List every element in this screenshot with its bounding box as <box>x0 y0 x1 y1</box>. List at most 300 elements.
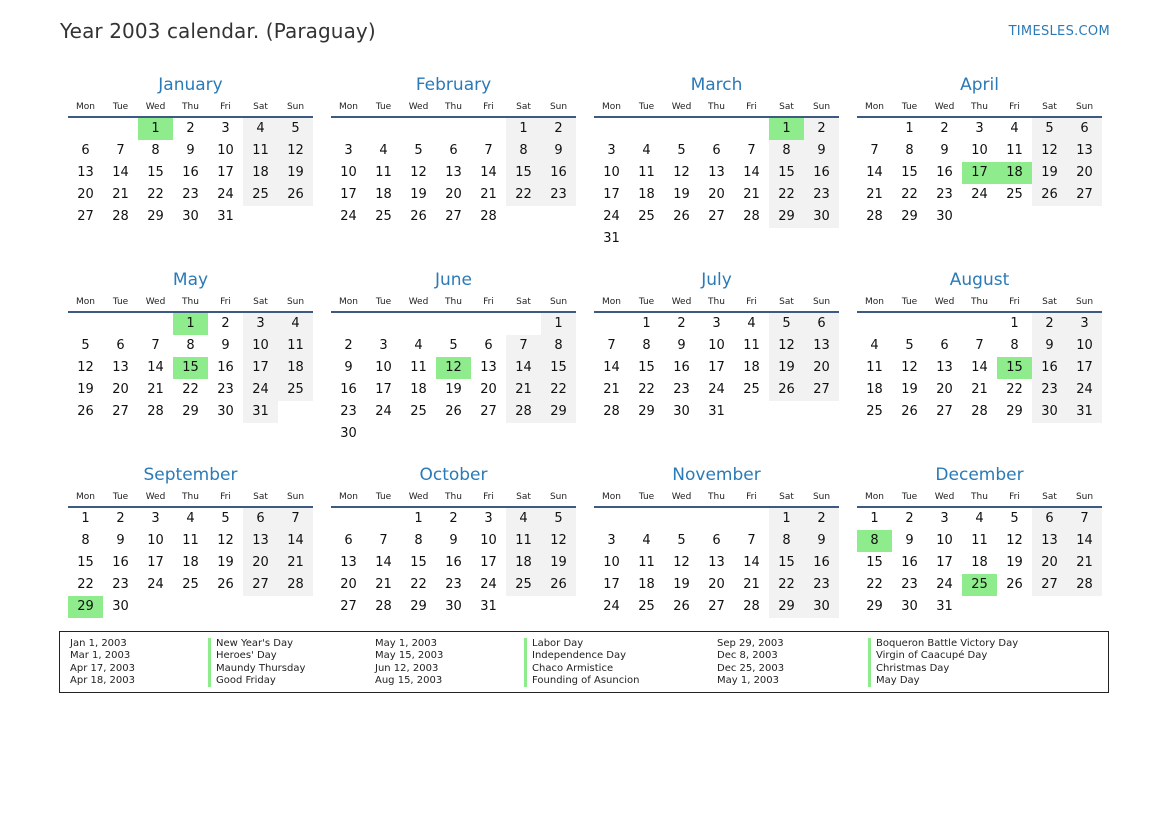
day-cell[interactable]: 19 <box>673 577 690 592</box>
day-cell[interactable]: 17 <box>480 555 497 570</box>
day-cell-holiday[interactable]: 8 <box>857 530 892 552</box>
day-cell[interactable]: 11 <box>410 360 427 375</box>
day-cell[interactable]: 22 <box>769 184 804 206</box>
day-cell[interactable]: 28 <box>278 574 313 596</box>
day-cell[interactable]: 5 <box>278 118 313 140</box>
day-cell[interactable]: 18 <box>410 382 427 397</box>
day-cell[interactable]: 16 <box>182 165 199 180</box>
day-cell[interactable]: 24 <box>603 599 620 614</box>
day-cell[interactable]: 12 <box>769 335 804 357</box>
day-cell[interactable]: 18 <box>638 187 655 202</box>
day-cell[interactable]: 30 <box>673 404 690 419</box>
day-cell[interactable]: 24 <box>936 577 953 592</box>
day-cell[interactable]: 28 <box>112 209 129 224</box>
day-cell[interactable]: 20 <box>1032 552 1067 574</box>
day-cell[interactable]: 4 <box>642 143 651 158</box>
site-link[interactable]: TIMESLES.COM <box>1008 24 1110 39</box>
day-cell[interactable]: 12 <box>901 360 918 375</box>
day-cell[interactable]: 8 <box>905 143 914 158</box>
day-cell[interactable]: 6 <box>940 338 949 353</box>
day-cell[interactable]: 30 <box>1032 401 1067 423</box>
day-cell[interactable]: 12 <box>673 165 690 180</box>
day-cell[interactable]: 2 <box>677 316 686 331</box>
day-cell[interactable]: 3 <box>712 316 721 331</box>
day-cell[interactable]: 6 <box>712 143 721 158</box>
day-cell[interactable]: 27 <box>1032 574 1067 596</box>
day-cell[interactable]: 9 <box>905 533 914 548</box>
day-cell[interactable]: 1 <box>1010 316 1019 331</box>
day-cell[interactable]: 19 <box>445 382 462 397</box>
day-cell[interactable]: 27 <box>936 404 953 419</box>
day-cell[interactable]: 15 <box>77 555 94 570</box>
day-cell[interactable]: 10 <box>971 143 988 158</box>
day-cell[interactable]: 16 <box>445 555 462 570</box>
day-cell[interactable]: 4 <box>379 143 388 158</box>
day-cell[interactable]: 21 <box>147 382 164 397</box>
day-cell[interactable]: 10 <box>243 335 278 357</box>
day-cell[interactable]: 29 <box>182 404 199 419</box>
day-cell[interactable]: 10 <box>603 555 620 570</box>
day-cell[interactable]: 18 <box>638 577 655 592</box>
day-cell[interactable]: 31 <box>217 209 234 224</box>
day-cell[interactable]: 24 <box>243 379 278 401</box>
day-cell[interactable]: 2 <box>116 511 125 526</box>
day-cell[interactable]: 11 <box>182 533 199 548</box>
day-cell[interactable]: 8 <box>414 533 423 548</box>
day-cell[interactable]: 28 <box>743 209 760 224</box>
day-cell[interactable]: 11 <box>743 338 760 353</box>
day-cell[interactable]: 14 <box>506 357 541 379</box>
day-cell[interactable]: 22 <box>901 187 918 202</box>
day-cell[interactable]: 20 <box>708 577 725 592</box>
day-cell[interactable]: 21 <box>1067 552 1102 574</box>
day-cell[interactable]: 2 <box>344 338 353 353</box>
day-cell[interactable]: 19 <box>410 187 427 202</box>
day-cell[interactable]: 27 <box>77 209 94 224</box>
day-cell[interactable]: 1 <box>905 121 914 136</box>
day-cell[interactable]: 29 <box>638 404 655 419</box>
day-cell[interactable]: 11 <box>1006 143 1023 158</box>
day-cell[interactable]: 13 <box>112 360 129 375</box>
day-cell[interactable]: 12 <box>1006 533 1023 548</box>
day-cell[interactable]: 4 <box>414 338 423 353</box>
day-cell[interactable]: 22 <box>541 379 576 401</box>
day-cell[interactable]: 27 <box>480 404 497 419</box>
day-cell[interactable]: 26 <box>1006 577 1023 592</box>
day-cell[interactable]: 11 <box>243 140 278 162</box>
day-cell[interactable]: 16 <box>541 162 576 184</box>
day-cell[interactable]: 9 <box>804 140 839 162</box>
day-cell[interactable]: 17 <box>708 360 725 375</box>
day-cell[interactable]: 23 <box>541 184 576 206</box>
day-cell[interactable]: 7 <box>484 143 493 158</box>
day-cell[interactable]: 11 <box>638 165 655 180</box>
day-cell[interactable]: 16 <box>112 555 129 570</box>
day-cell[interactable]: 29 <box>1006 404 1023 419</box>
day-cell[interactable]: 23 <box>673 382 690 397</box>
day-cell[interactable]: 1 <box>541 313 576 335</box>
day-cell[interactable]: 20 <box>445 187 462 202</box>
day-cell[interactable]: 19 <box>769 357 804 379</box>
day-cell[interactable]: 17 <box>340 187 357 202</box>
day-cell[interactable]: 12 <box>77 360 94 375</box>
day-cell[interactable]: 30 <box>217 404 234 419</box>
day-cell[interactable]: 13 <box>340 555 357 570</box>
day-cell[interactable]: 3 <box>344 143 353 158</box>
day-cell[interactable]: 2 <box>541 118 576 140</box>
day-cell[interactable]: 10 <box>1067 335 1102 357</box>
day-cell[interactable]: 8 <box>506 140 541 162</box>
day-cell[interactable]: 6 <box>81 143 90 158</box>
day-cell[interactable]: 18 <box>375 187 392 202</box>
day-cell[interactable]: 15 <box>541 357 576 379</box>
day-cell[interactable]: 14 <box>375 555 392 570</box>
day-cell[interactable]: 7 <box>151 338 160 353</box>
day-cell[interactable]: 15 <box>410 555 427 570</box>
day-cell[interactable]: 31 <box>936 599 953 614</box>
day-cell[interactable]: 30 <box>901 599 918 614</box>
day-cell[interactable]: 23 <box>445 577 462 592</box>
day-cell[interactable]: 14 <box>743 555 760 570</box>
day-cell[interactable]: 22 <box>1006 382 1023 397</box>
day-cell[interactable]: 30 <box>804 206 839 228</box>
day-cell[interactable]: 24 <box>217 187 234 202</box>
day-cell[interactable]: 26 <box>541 574 576 596</box>
day-cell[interactable]: 24 <box>1067 379 1102 401</box>
day-cell[interactable]: 13 <box>243 530 278 552</box>
day-cell[interactable]: 13 <box>804 335 839 357</box>
day-cell[interactable]: 3 <box>221 121 230 136</box>
day-cell[interactable]: 7 <box>975 338 984 353</box>
day-cell[interactable]: 7 <box>607 338 616 353</box>
day-cell[interactable]: 15 <box>866 555 883 570</box>
day-cell[interactable]: 17 <box>1067 357 1102 379</box>
day-cell-holiday[interactable]: 25 <box>962 574 997 596</box>
day-cell[interactable]: 14 <box>112 165 129 180</box>
day-cell[interactable]: 3 <box>484 511 493 526</box>
day-cell[interactable]: 16 <box>340 382 357 397</box>
day-cell-holiday[interactable]: 15 <box>173 357 208 379</box>
day-cell[interactable]: 28 <box>971 404 988 419</box>
day-cell[interactable]: 20 <box>936 382 953 397</box>
day-cell[interactable]: 28 <box>480 209 497 224</box>
day-cell[interactable]: 6 <box>116 338 125 353</box>
day-cell[interactable]: 4 <box>243 118 278 140</box>
day-cell[interactable]: 13 <box>77 165 94 180</box>
day-cell[interactable]: 24 <box>971 187 988 202</box>
day-cell[interactable]: 16 <box>901 555 918 570</box>
day-cell[interactable]: 30 <box>804 596 839 618</box>
day-cell[interactable]: 5 <box>677 143 686 158</box>
day-cell[interactable]: 1 <box>506 118 541 140</box>
day-cell[interactable]: 26 <box>445 404 462 419</box>
day-cell[interactable]: 31 <box>1067 401 1102 423</box>
day-cell[interactable]: 20 <box>1067 162 1102 184</box>
day-cell[interactable]: 5 <box>449 338 458 353</box>
day-cell[interactable]: 9 <box>221 338 230 353</box>
day-cell[interactable]: 16 <box>936 165 953 180</box>
day-cell[interactable]: 30 <box>340 426 357 441</box>
day-cell[interactable]: 29 <box>769 596 804 618</box>
day-cell[interactable]: 18 <box>243 162 278 184</box>
day-cell[interactable]: 15 <box>638 360 655 375</box>
day-cell[interactable]: 27 <box>1067 184 1102 206</box>
day-cell[interactable]: 24 <box>375 404 392 419</box>
day-cell[interactable]: 29 <box>769 206 804 228</box>
day-cell[interactable]: 12 <box>673 555 690 570</box>
day-cell[interactable]: 4 <box>870 338 879 353</box>
day-cell[interactable]: 28 <box>1067 574 1102 596</box>
day-cell[interactable]: 9 <box>449 533 458 548</box>
day-cell[interactable]: 24 <box>603 209 620 224</box>
day-cell[interactable]: 5 <box>81 338 90 353</box>
day-cell[interactable]: 27 <box>708 599 725 614</box>
day-cell[interactable]: 26 <box>1032 184 1067 206</box>
day-cell[interactable]: 7 <box>747 533 756 548</box>
day-cell[interactable]: 20 <box>77 187 94 202</box>
day-cell[interactable]: 5 <box>677 533 686 548</box>
day-cell[interactable]: 22 <box>182 382 199 397</box>
day-cell[interactable]: 9 <box>1032 335 1067 357</box>
day-cell[interactable]: 13 <box>1032 530 1067 552</box>
day-cell[interactable]: 5 <box>1032 118 1067 140</box>
day-cell[interactable]: 4 <box>642 533 651 548</box>
day-cell[interactable]: 26 <box>673 209 690 224</box>
day-cell[interactable]: 7 <box>278 508 313 530</box>
day-cell[interactable]: 11 <box>375 165 392 180</box>
day-cell[interactable]: 14 <box>971 360 988 375</box>
day-cell[interactable]: 20 <box>708 187 725 202</box>
day-cell[interactable]: 8 <box>769 140 804 162</box>
day-cell[interactable]: 23 <box>340 404 357 419</box>
day-cell[interactable]: 24 <box>480 577 497 592</box>
day-cell[interactable]: 2 <box>940 121 949 136</box>
day-cell[interactable]: 28 <box>743 599 760 614</box>
day-cell[interactable]: 20 <box>804 357 839 379</box>
day-cell[interactable]: 5 <box>769 313 804 335</box>
day-cell[interactable]: 22 <box>410 577 427 592</box>
day-cell[interactable]: 26 <box>769 379 804 401</box>
day-cell[interactable]: 2 <box>1032 313 1067 335</box>
day-cell[interactable]: 19 <box>1006 555 1023 570</box>
day-cell[interactable]: 29 <box>147 209 164 224</box>
day-cell[interactable]: 18 <box>278 357 313 379</box>
day-cell[interactable]: 9 <box>186 143 195 158</box>
day-cell[interactable]: 25 <box>638 599 655 614</box>
day-cell[interactable]: 26 <box>410 209 427 224</box>
day-cell[interactable]: 24 <box>340 209 357 224</box>
day-cell[interactable]: 22 <box>769 574 804 596</box>
day-cell[interactable]: 20 <box>340 577 357 592</box>
day-cell[interactable]: 26 <box>673 599 690 614</box>
day-cell[interactable]: 16 <box>217 360 234 375</box>
day-cell[interactable]: 3 <box>975 121 984 136</box>
day-cell[interactable]: 27 <box>340 599 357 614</box>
day-cell[interactable]: 13 <box>708 555 725 570</box>
day-cell[interactable]: 26 <box>77 404 94 419</box>
day-cell[interactable]: 23 <box>936 187 953 202</box>
day-cell[interactable]: 14 <box>866 165 883 180</box>
day-cell[interactable]: 27 <box>112 404 129 419</box>
day-cell[interactable]: 9 <box>804 530 839 552</box>
day-cell[interactable]: 3 <box>940 511 949 526</box>
day-cell-holiday[interactable]: 1 <box>173 313 208 335</box>
day-cell[interactable]: 25 <box>506 574 541 596</box>
day-cell[interactable]: 8 <box>1010 338 1019 353</box>
day-cell[interactable]: 17 <box>217 165 234 180</box>
day-cell[interactable]: 10 <box>375 360 392 375</box>
day-cell[interactable]: 14 <box>278 530 313 552</box>
day-cell[interactable]: 21 <box>506 379 541 401</box>
day-cell[interactable]: 21 <box>480 187 497 202</box>
day-cell[interactable]: 5 <box>221 511 230 526</box>
day-cell[interactable]: 2 <box>449 511 458 526</box>
day-cell[interactable]: 13 <box>936 360 953 375</box>
day-cell[interactable]: 17 <box>375 382 392 397</box>
day-cell[interactable]: 10 <box>603 165 620 180</box>
day-cell[interactable]: 1 <box>81 511 90 526</box>
day-cell[interactable]: 5 <box>541 508 576 530</box>
day-cell[interactable]: 6 <box>1032 508 1067 530</box>
day-cell[interactable]: 28 <box>866 209 883 224</box>
day-cell[interactable]: 2 <box>186 121 195 136</box>
day-cell[interactable]: 11 <box>638 555 655 570</box>
day-cell[interactable]: 23 <box>1032 379 1067 401</box>
day-cell[interactable]: 6 <box>804 313 839 335</box>
day-cell[interactable]: 28 <box>603 404 620 419</box>
day-cell[interactable]: 16 <box>804 552 839 574</box>
day-cell[interactable]: 1 <box>414 511 423 526</box>
day-cell[interactable]: 9 <box>541 140 576 162</box>
day-cell[interactable]: 16 <box>804 162 839 184</box>
day-cell[interactable]: 27 <box>445 209 462 224</box>
day-cell[interactable]: 8 <box>769 530 804 552</box>
day-cell[interactable]: 26 <box>278 184 313 206</box>
day-cell[interactable]: 3 <box>607 533 616 548</box>
day-cell[interactable]: 15 <box>769 552 804 574</box>
day-cell[interactable]: 25 <box>1006 187 1023 202</box>
day-cell[interactable]: 14 <box>743 165 760 180</box>
day-cell[interactable]: 31 <box>480 599 497 614</box>
day-cell[interactable]: 12 <box>541 530 576 552</box>
day-cell[interactable]: 22 <box>77 577 94 592</box>
day-cell[interactable]: 5 <box>414 143 423 158</box>
day-cell[interactable]: 4 <box>278 313 313 335</box>
day-cell[interactable]: 15 <box>506 162 541 184</box>
day-cell[interactable]: 12 <box>410 165 427 180</box>
day-cell[interactable]: 21 <box>375 577 392 592</box>
day-cell[interactable]: 13 <box>445 165 462 180</box>
day-cell[interactable]: 24 <box>708 382 725 397</box>
day-cell[interactable]: 1 <box>642 316 651 331</box>
day-cell[interactable]: 6 <box>1067 118 1102 140</box>
day-cell[interactable]: 23 <box>804 574 839 596</box>
day-cell[interactable]: 12 <box>217 533 234 548</box>
day-cell[interactable]: 8 <box>642 338 651 353</box>
day-cell-holiday[interactable]: 17 <box>962 162 997 184</box>
day-cell[interactable]: 3 <box>379 338 388 353</box>
day-cell[interactable]: 31 <box>708 404 725 419</box>
day-cell[interactable]: 19 <box>77 382 94 397</box>
day-cell[interactable]: 26 <box>901 404 918 419</box>
day-cell[interactable]: 17 <box>147 555 164 570</box>
day-cell[interactable]: 13 <box>708 165 725 180</box>
day-cell[interactable]: 10 <box>340 165 357 180</box>
day-cell[interactable]: 17 <box>936 555 953 570</box>
day-cell[interactable]: 18 <box>743 360 760 375</box>
day-cell[interactable]: 2 <box>221 316 230 331</box>
day-cell[interactable]: 26 <box>217 577 234 592</box>
day-cell[interactable]: 18 <box>506 552 541 574</box>
day-cell[interactable]: 17 <box>603 577 620 592</box>
day-cell[interactable]: 5 <box>905 338 914 353</box>
day-cell[interactable]: 9 <box>344 360 353 375</box>
day-cell[interactable]: 7 <box>116 143 125 158</box>
day-cell[interactable]: 21 <box>971 382 988 397</box>
day-cell[interactable]: 25 <box>182 577 199 592</box>
day-cell[interactable]: 19 <box>278 162 313 184</box>
day-cell[interactable]: 22 <box>866 577 883 592</box>
day-cell[interactable]: 7 <box>506 335 541 357</box>
day-cell[interactable]: 11 <box>278 335 313 357</box>
day-cell-holiday[interactable]: 29 <box>68 596 103 618</box>
day-cell[interactable]: 4 <box>747 316 756 331</box>
day-cell[interactable]: 20 <box>480 382 497 397</box>
day-cell[interactable]: 5 <box>1010 511 1019 526</box>
day-cell[interactable]: 11 <box>506 530 541 552</box>
day-cell[interactable]: 8 <box>186 338 195 353</box>
day-cell[interactable]: 25 <box>638 209 655 224</box>
day-cell[interactable]: 19 <box>673 187 690 202</box>
day-cell[interactable]: 30 <box>936 209 953 224</box>
day-cell[interactable]: 31 <box>603 231 620 246</box>
day-cell[interactable]: 16 <box>1032 357 1067 379</box>
day-cell[interactable]: 10 <box>480 533 497 548</box>
day-cell[interactable]: 14 <box>603 360 620 375</box>
day-cell[interactable]: 29 <box>410 599 427 614</box>
day-cell[interactable]: 22 <box>638 382 655 397</box>
day-cell[interactable]: 27 <box>243 574 278 596</box>
day-cell[interactable]: 28 <box>147 404 164 419</box>
day-cell[interactable]: 30 <box>112 599 129 614</box>
day-cell[interactable]: 7 <box>379 533 388 548</box>
day-cell[interactable]: 21 <box>278 552 313 574</box>
day-cell[interactable]: 19 <box>217 555 234 570</box>
day-cell[interactable]: 14 <box>147 360 164 375</box>
day-cell[interactable]: 8 <box>151 143 160 158</box>
day-cell[interactable]: 2 <box>804 508 839 530</box>
day-cell[interactable]: 6 <box>344 533 353 548</box>
day-cell[interactable]: 18 <box>182 555 199 570</box>
day-cell[interactable]: 8 <box>81 533 90 548</box>
day-cell[interactable]: 17 <box>243 357 278 379</box>
day-cell[interactable]: 15 <box>901 165 918 180</box>
day-cell[interactable]: 28 <box>375 599 392 614</box>
day-cell[interactable]: 15 <box>147 165 164 180</box>
day-cell[interactable]: 8 <box>541 335 576 357</box>
day-cell[interactable]: 23 <box>182 187 199 202</box>
day-cell[interactable]: 23 <box>901 577 918 592</box>
day-cell[interactable]: 25 <box>375 209 392 224</box>
day-cell-holiday[interactable]: 15 <box>997 357 1032 379</box>
day-cell[interactable]: 27 <box>708 209 725 224</box>
day-cell[interactable]: 25 <box>278 379 313 401</box>
day-cell[interactable]: 29 <box>541 401 576 423</box>
day-cell[interactable]: 3 <box>1067 313 1102 335</box>
day-cell[interactable]: 3 <box>607 143 616 158</box>
day-cell[interactable]: 16 <box>673 360 690 375</box>
day-cell[interactable]: 12 <box>1032 140 1067 162</box>
